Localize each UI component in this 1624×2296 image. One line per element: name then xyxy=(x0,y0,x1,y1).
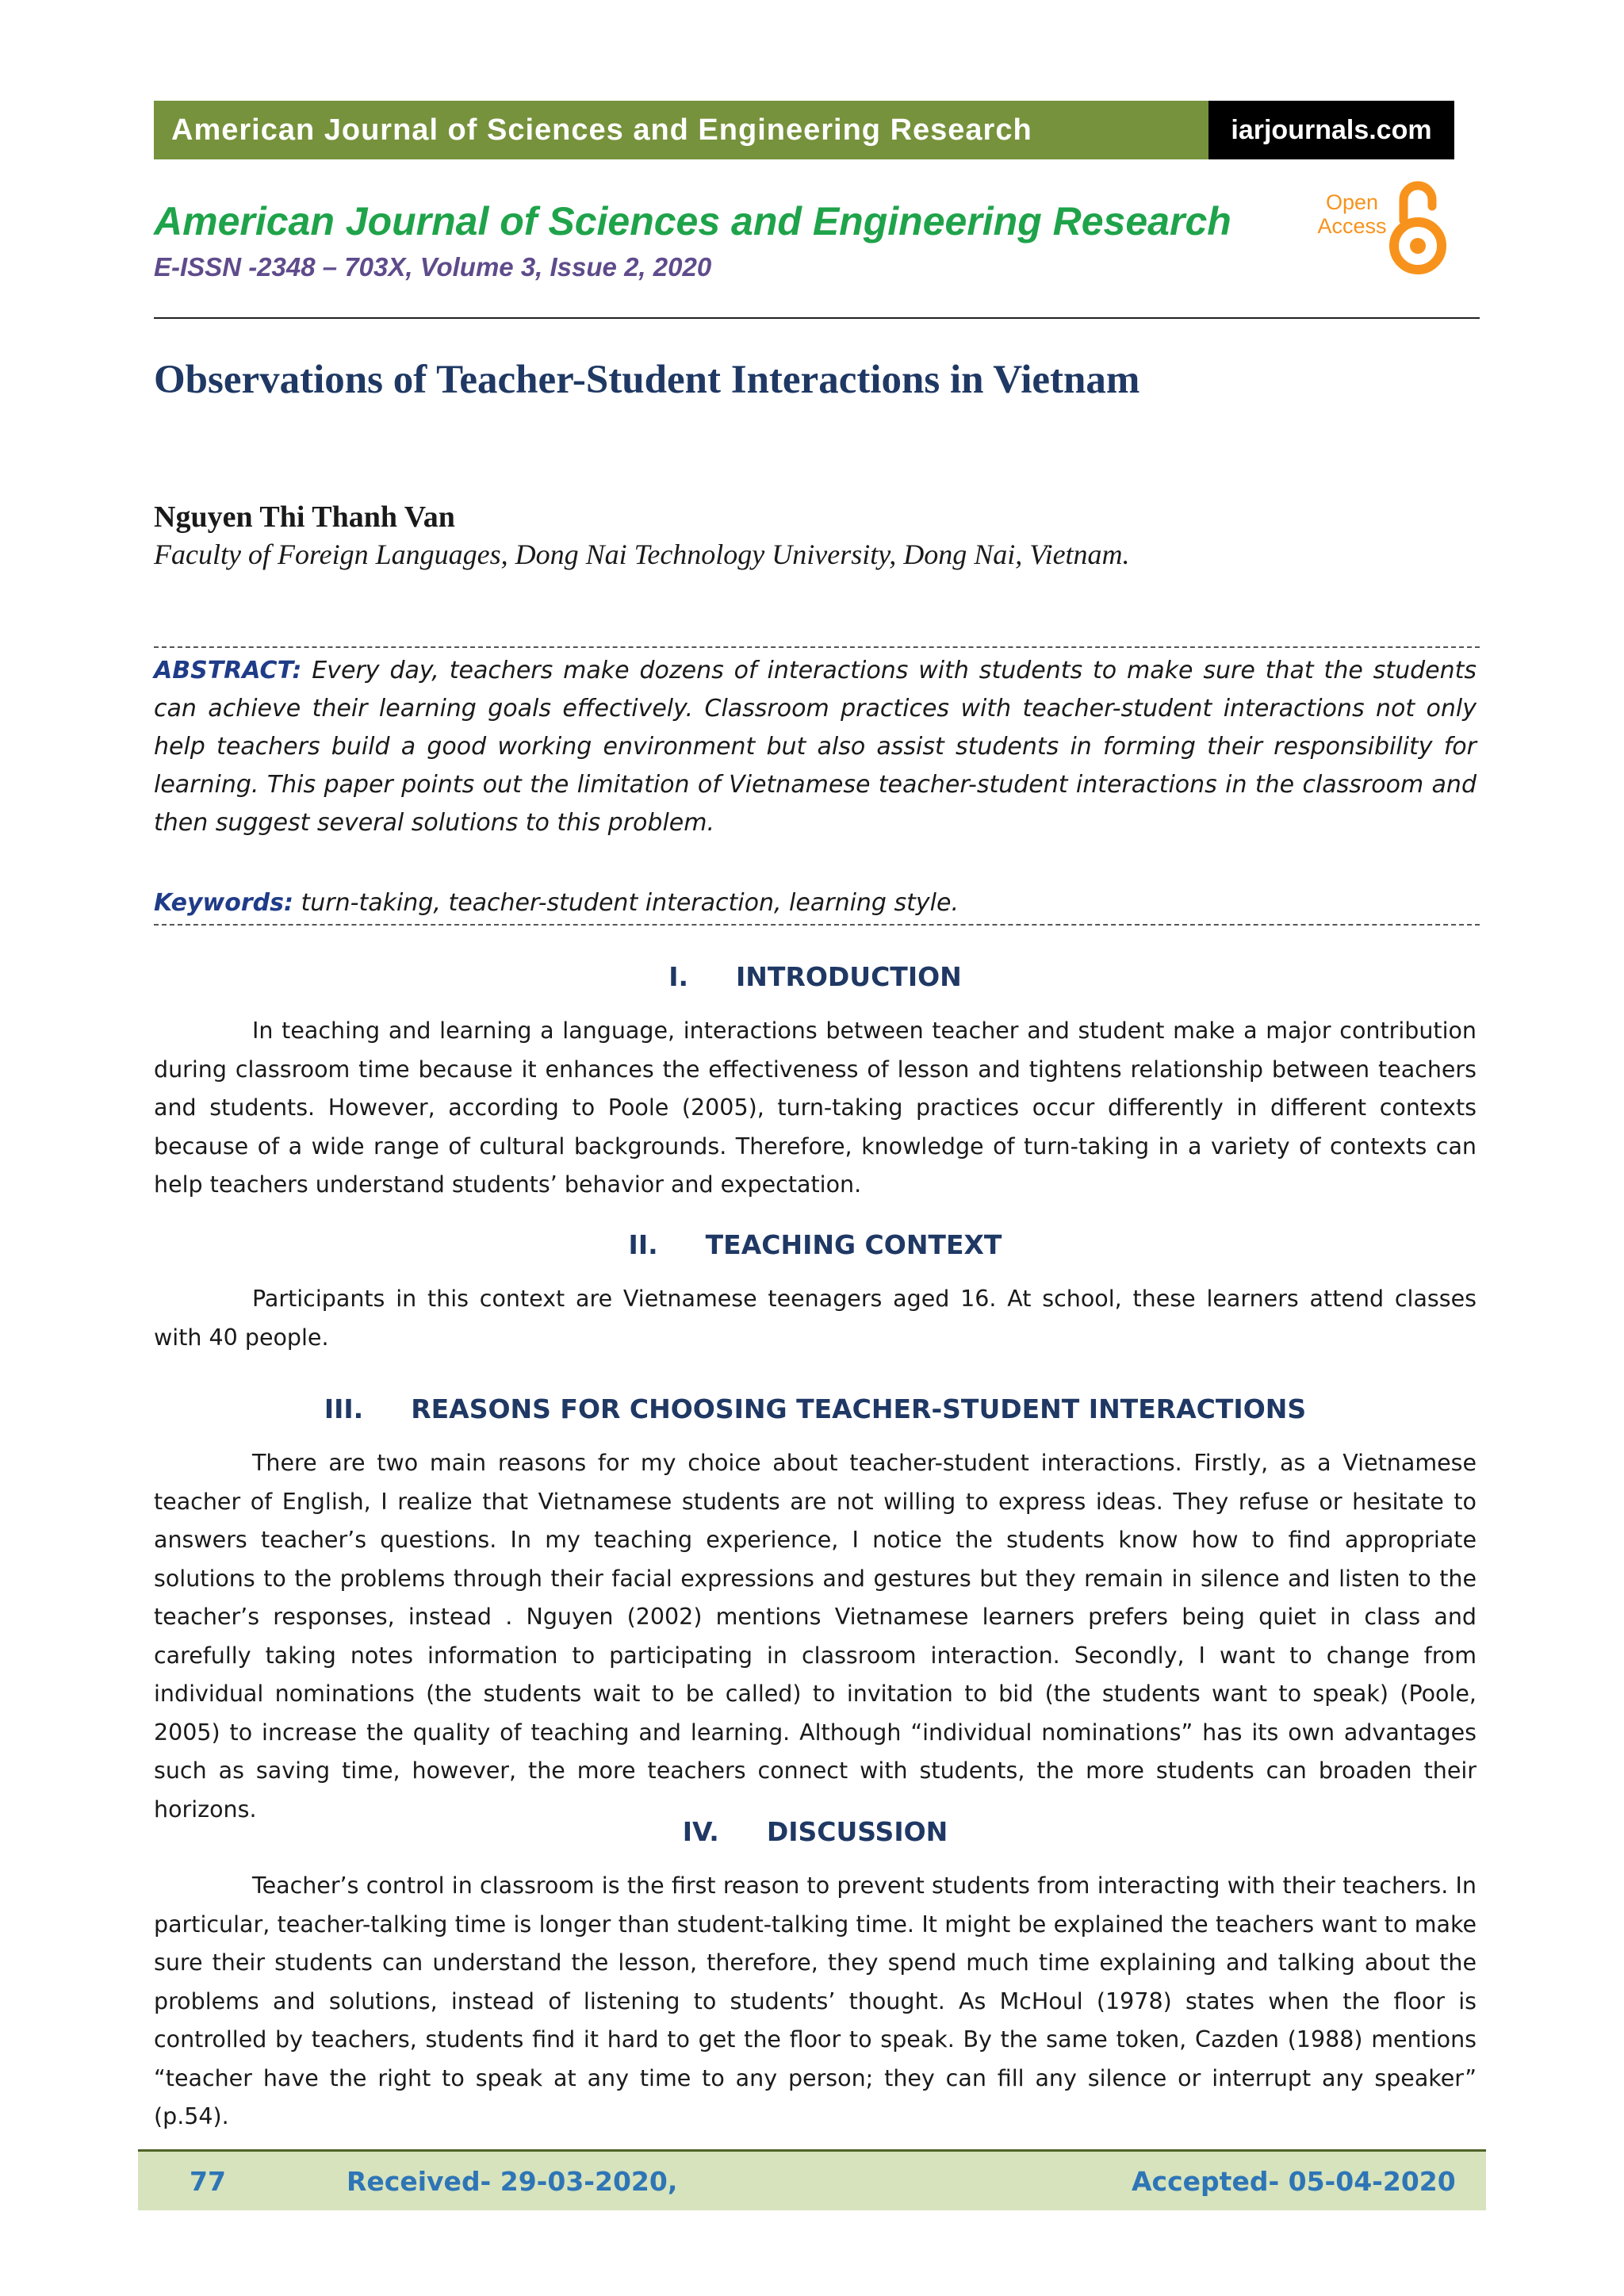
journal-issn: E-ISSN -2348 – 703X, Volume 3, Issue 2, 2020 xyxy=(154,252,712,282)
abstract-label: ABSTRACT: xyxy=(154,657,302,684)
section-heading-introduction: I. INTRODUCTION xyxy=(668,961,962,992)
page-footer xyxy=(138,2149,1486,2210)
section-body-introduction: In teaching and learning a language, interactions between teacher and student make a major contribution during classroom time because it enhances the effectiveness of lesson and tightens relationship between teachers and students. However, according to Poole (2005), turn-taking practices occur differently in different contexts because of a wide range of cultural backgrounds. Therefore, knowledge of turn-taking in a variety of contexts can help teachers understand students’ behavior and expectation. xyxy=(154,1018,1477,1198)
accepted-date: Accepted- 05-04-2020 xyxy=(1132,2165,1456,2197)
open-access-lock-icon xyxy=(1386,174,1450,278)
author-name: Nguyen Thi Thanh Van xyxy=(154,500,455,534)
section-heading-reasons: III. REASONS FOR CHOOSING TEACHER-STUDENT INTERACTIONS xyxy=(324,1393,1307,1424)
section-body-discussion: Teacher’s control in classroom is the first reason to prevent students from interacting with their teachers. In particular, teacher-talking time is longer than student-talking time. It might be explained the teachers want to make sure their students can understand the lesson, therefore, they spend much time explaining and talking about the problems and solutions, instead of listening to students’ thought. As McHoul (1978) states when the floor is controlled by teachers, students find it hard to get the floor to speak. By the same token, Cazden (1988) mentions “teacher have the right to speak at any time to any person; they can fill any silence or interrupt any speaker” (p.54). xyxy=(154,1872,1477,2129)
section-body-teaching-context: Participants in this context are Vietnamese teenagers aged 16. At school, these learners attend classes with 40 people. xyxy=(154,1286,1477,1351)
page-number: 77 xyxy=(190,2165,226,2197)
section-body-reasons: There are two main reasons for my choice about teacher-student interactions. Firstly, as a Vietnamese teacher of English, I realize that Vietnamese students are not willing to express ideas. They refuse or hesitate to answers teacher’s questions. In my teaching experience, I notice the students know how to find appropriate solutions to the problems through their facial expressions and gestures but they remain in silence and listen to the teacher’s responses, instead . Nguyen (2002) mentions Vietnamese learners prefers being quiet in class and carefully taking notes information to participating in classroom interaction. Secondly, I want to change from individual nominations (the students wait to be called) to invitation to bid (the students want to speak) (Poole, 2005) to increase the quality of teaching and learning. Although “individual nominations” has its own advantages such as saving time, however, the more teachers connect with students, the more students can broaden their horizons. xyxy=(154,1450,1477,1823)
abstract-top-divider xyxy=(154,646,1480,648)
journal-banner xyxy=(154,101,1454,159)
author-affiliation: Faculty of Foreign Languages, Dong Nai Technology University, Dong Nai, Vietnam. xyxy=(154,539,1130,570)
banner-title: American Journal of Sciences and Engineering Research xyxy=(171,113,1032,147)
open-access-label: Open Access xyxy=(1317,190,1387,238)
keywords xyxy=(154,884,1477,922)
section-heading-teaching-context: II. TEACHING CONTEXT xyxy=(628,1229,1002,1260)
keywords-text: turn-taking, teacher-student interaction, learning style. xyxy=(293,889,959,917)
received-date: Received- 29-03-2020, xyxy=(347,2165,678,2197)
section-heading-discussion: IV. DISCUSSION xyxy=(682,1816,948,1847)
header-divider xyxy=(154,317,1480,319)
abstract-text: Every day, teachers make dozens of interactions with students to make sure that the students can achieve their learning goals effectively. Classroom practices with teacher-student interactions not only help teachers build a good working environment but also assist students in forming their responsibility for learning. This paper points out the limitation of Vietnamese teacher-student interactions in the classroom and then suggest several solutions to this problem. xyxy=(154,657,1477,837)
keywords-label: Keywords: xyxy=(154,889,293,917)
journal-title: American Journal of Sciences and Engineering Research xyxy=(154,199,1231,243)
keywords-bottom-divider xyxy=(154,924,1480,926)
open-access-badge xyxy=(1316,174,1459,278)
paper-title: Observations of Teacher-Student Interactions in Vietnam xyxy=(154,358,1140,402)
banner-site-link[interactable]: iarjournals.com xyxy=(1208,101,1454,159)
abstract xyxy=(154,652,1477,842)
